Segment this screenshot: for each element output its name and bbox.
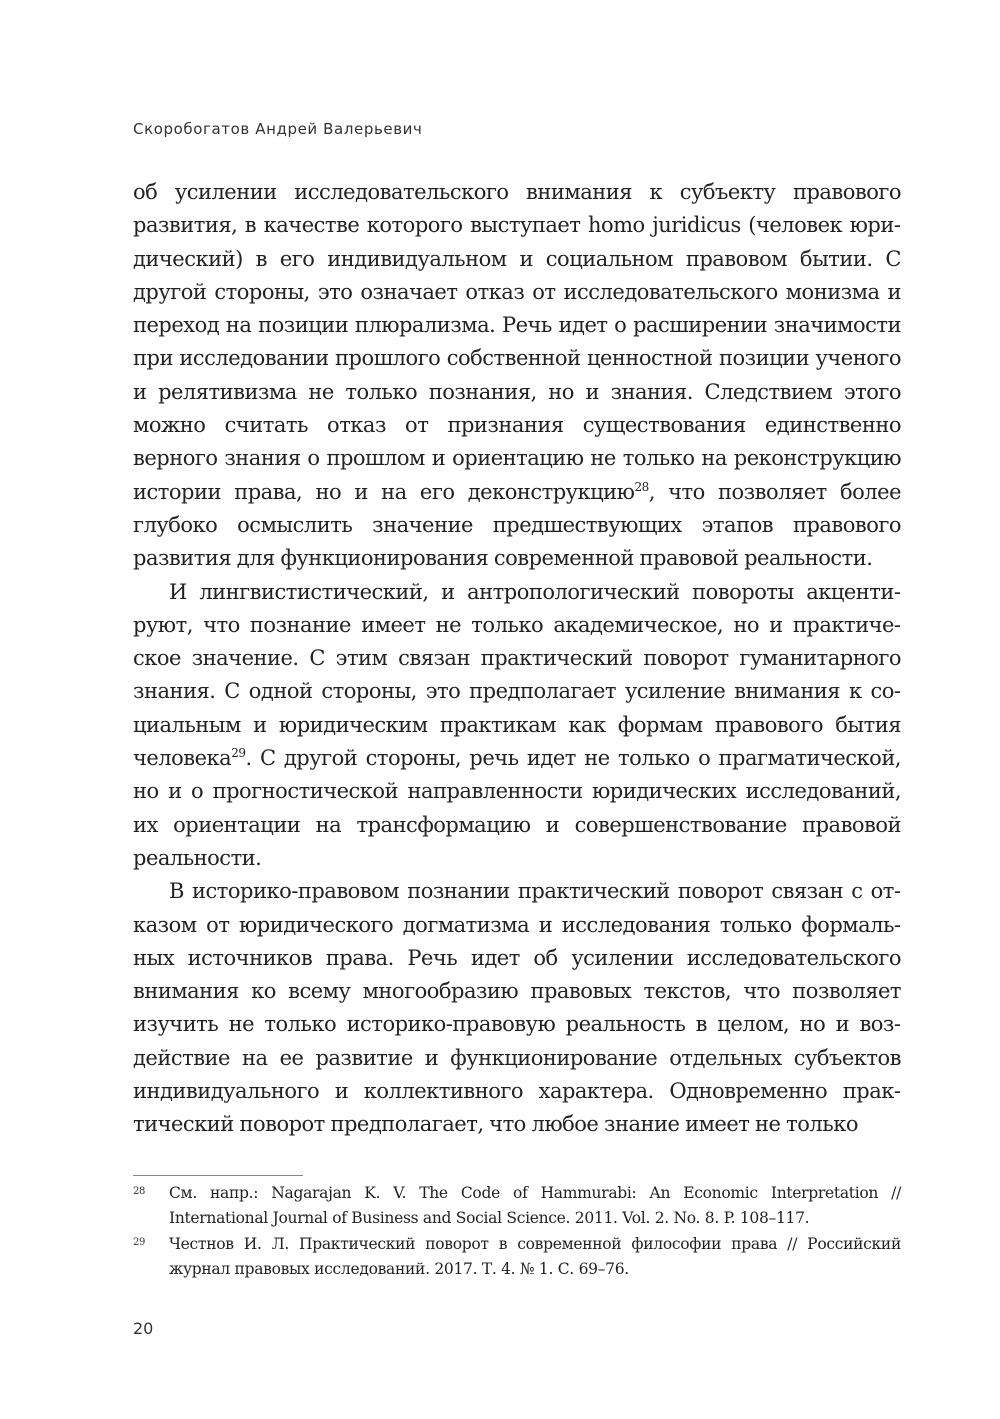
page-number: 20 <box>133 1319 154 1338</box>
footnote-number: 29 <box>133 1237 146 1248</box>
footnote-ref-28[interactable]: 28 <box>634 479 649 494</box>
main-text <box>133 176 901 1142</box>
running-header-author: Скоробогатов Андрей Валерьевич <box>133 120 423 138</box>
paragraph-3: В историко-правовом познании практический поворот связан с отказом от юридического догматизма и исследования только формальных источников права. Речь идет об усилении исследовательского внимания ко всему многообразию правовых текстов, что позволяет изучить не только историко-правовую реальность в целом, но и воздействие на ее развитие и функционирование отдельных субъектов индивидуального и коллективного характера. Одновременно практический поворот предполагает, что любое знание имеет не только <box>133 879 901 1137</box>
footnote-text: См. напр.: Nagarajan K. V. The Code of Hammurabi: An Economic Interpretation // International Journal of Business and Social Science. 2011. Vol. 2. No. 8. P. 108–117. <box>169 1184 901 1227</box>
footnote-number: 28 <box>133 1186 146 1197</box>
paragraph-2-text-a: И лингвистистический, и антропологический повороты акцентируют, что познание имеет не только академическое, но и практическое значение. С этим связан практический поворот гуманитарного знания. С одной стороны, это предполагает усиление внимания к социальным и юридическим практикам как формам правового бытия человека <box>133 579 901 771</box>
footnote-28 <box>133 1181 901 1231</box>
footnote-divider <box>133 1175 303 1176</box>
paragraph-1-text-a: об усилении исследовательского внимания к субъекту правового развития, в качестве которого выступает homo juridicus (человек юридический) в его индивидуальном и социальном правовом бытии. С другой стороны, это означает отказ от исследовательского монизма и переход на позиции плюрализма. Речь идет о расширении значимости при исследовании прошлого собственной ценностной позиции ученого и релятивизма не только познания, но и знания. Следствием этого можно считать отказ от признания существования единственно верного знания о прошлом и ориентацию не только на реконструкцию истории права, но и на его деконструкцию <box>133 180 901 504</box>
footnote-text: Честнов И. Л. Практический поворот в современной философии права // Российский журнал правовых исследований. 2017. Т. 4. № 1. С. 69–76. <box>169 1235 901 1278</box>
paragraph-2 <box>133 576 901 876</box>
paragraph-1-text-b: , что позволяет более глубоко осмыслить значение предшествующих этапов правового развития для функционирования современной правовой реальности. <box>133 479 901 571</box>
paragraph-1 <box>133 176 901 576</box>
footnote-ref-29[interactable]: 29 <box>231 746 246 761</box>
paragraph-2-text-b: . С другой стороны, речь идет не только о прагматической, но и о прогностической направленности юридических исследований, их ориентации на трансформацию и совершенствование правовой реальности. <box>133 746 901 870</box>
footnote-29 <box>133 1232 901 1282</box>
footnotes <box>133 1181 901 1283</box>
